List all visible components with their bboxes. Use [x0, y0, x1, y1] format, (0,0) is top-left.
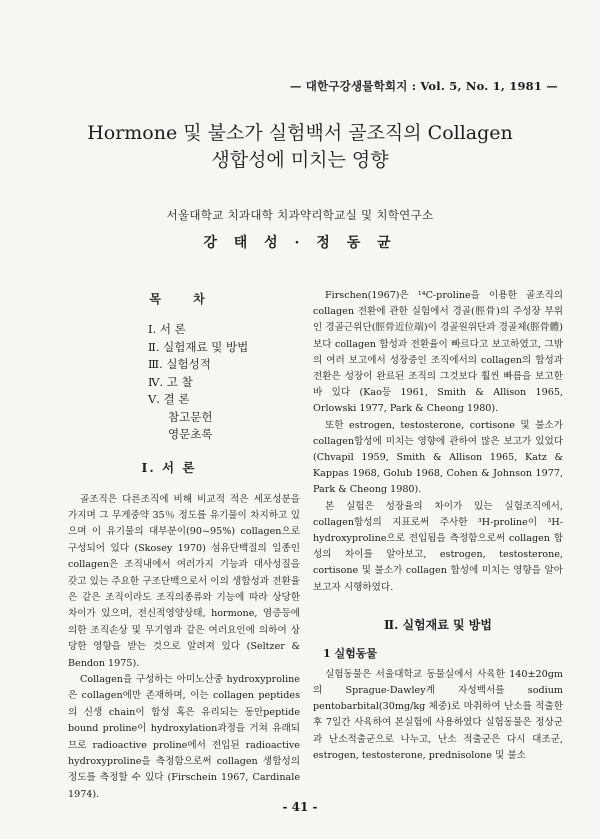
toc-item: Ⅰ. 서 론	[148, 322, 186, 336]
title-line-2: 생합성에 미치는 영향	[211, 149, 389, 171]
right-column	[313, 288, 563, 764]
toc-item: Ⅲ. 실험성적	[148, 357, 211, 371]
article-title	[0, 120, 600, 174]
intro-heading: Ⅰ. 서 론	[141, 459, 197, 475]
body-paragraph: 또한 estrogen, testosterone, cortisone 및 불소가 collagen합성에 미치는 영향에 관하여 많은 보고가 있었다 (Chvapil 1959, Smith & Allison 1965, Katz & Kappas 1968, Golub 1968, Cohen & Johnson 1977, Park & Cheong 1980).	[313, 419, 563, 496]
toc-item: Ⅴ. 결 론	[148, 392, 190, 406]
authors: 강 태 성 · 정 동 균	[203, 235, 397, 251]
left-column	[68, 290, 300, 803]
methods-paragraph: 실험동물은 서울대학교 동물실에서 사육한 140±20gm의 Sprague-Dawley계 자성백서를 sodium pentobarbital(30mg/kg 체중)로 마취하여 난소를 적출한 후 7일간 사육하여 본실험에 사용하였다 실험동물은 정상군과 난소적출군으로 나누고, 난소 적출군은 다시 대조군, estrogen, testosterone, prednisolone 및 불소	[313, 668, 563, 761]
toc-title: 목 차	[149, 292, 219, 306]
toc-item: Ⅱ. 실험재료 및 방법	[148, 339, 249, 354]
body-paragraph: Firschen(1967)은 ¹⁴C-proline을 이용한 골조직의 collagen 전환에 관한 실험에서 경골(脛骨)의 주성장 부위인 경골근위단(脛骨近位端)이 경골원위단과 경골체(脛骨體)보다 collagen 합성과 전환율이 빠르다고 보고하였고, 그밖의 여러 보고에서 성장중인 조직에서의 collagen의 합성과 전환은 성장이 완료된 조직의 그것보다 훨씬 빠름을 보고한 바 있다 (Kao등 1961, Smith & Allison 1965, Orlowski 1977, Park & Cheong 1980).	[313, 290, 563, 415]
intro-paragraph: 골조직은 다른조직에 비해 비교적 적은 세포성분을 가지며 그 무게중약 35％ 정도를 유기물이 차지하고 있으며 이 유기물의 대부분이(90~95%) collagen으로 구성되어 있다 (Skosey 1970) 섬유단백질의 일종인 collagen은 조직내에서 여러가지 기능과 대사성질을 갖고 있는 주요한 구조단백으로서 이의 생합성과 전환율은 같은 조직이라도 조직의종류와 기능에 따라 상당한 차이가 있으며, 전신적영양상태, hormone, 염증등에 의한 조직손상 및 무기염과 같은 여러요인에 의하여 상당한 영향을 받는 것으로 알려져 있다 (Seltzer & Bendon 1975).	[68, 493, 300, 669]
toc-item: 영문초록	[168, 427, 213, 441]
toc-item: Ⅳ. 고 찰	[148, 374, 193, 389]
affiliation: 서울대학교 치과대학 치과약리학교실 및 치학연구소	[166, 208, 434, 222]
table-of-contents	[148, 321, 300, 444]
intro-paragraph: Collagen을 구성하는 아미노산중 hydroxyproline은 collagen에만 존재하며, 이는 collagen peptides의 신생 chain이 합성 혹은 유리되는 동안peptide bound proline이 hydroxylation과정을 거쳐 유래되므로 radioactive proline에서 전입된 radioactive hydroxyproline을 측정함으로써 collagen 생합성의 정도를 측정할 수 있다 (Firschein 1967, Cardinale 1974).	[68, 673, 300, 800]
body-paragraph: 본 실험은 성장율의 차이가 있는 실험조직에서, collagen합성의 지표로써 주사한 ³H-proline이 ³H-hydroxyproline으로 전입됨을 측정함으로써 collagen 합성의 차이를 알아보고, estrogen, testosterone, cortisone 및 불소가 collagen 합성에 미치는 영향을 알아보고자 시행하였다.	[313, 500, 563, 593]
page-number: - 41 -	[282, 800, 318, 814]
title-line-1: Hormone 및 불소가 실험백서 골조직의 Collagen	[87, 122, 513, 144]
toc-item: 참고문헌	[168, 409, 213, 424]
journal-header: — 대한구강생물학회지 : Vol. 5, No. 1, 1981 —	[289, 79, 558, 93]
subsection-heading: 1 실험동물	[323, 646, 377, 660]
methods-heading: Ⅱ. 실험재료 및 방법	[384, 617, 492, 632]
